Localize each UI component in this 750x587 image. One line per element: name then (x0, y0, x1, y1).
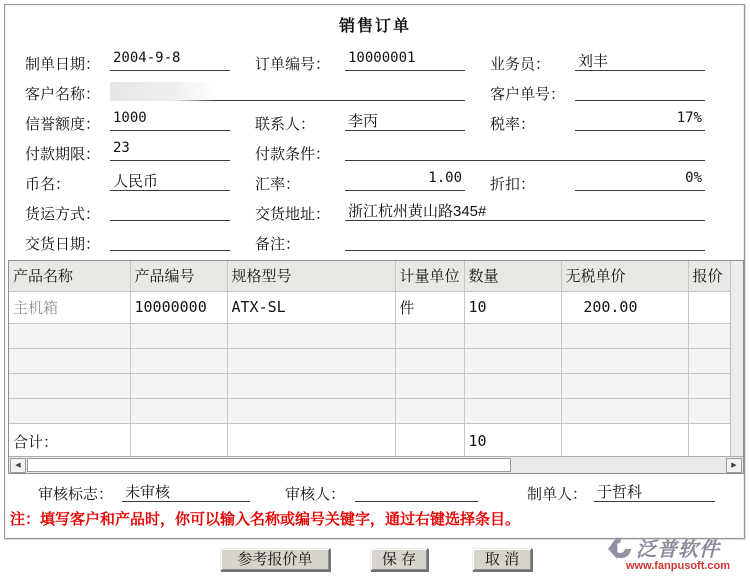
reference-quote-button[interactable]: 参考报价单 (220, 548, 330, 571)
empty-grid-row[interactable] (9, 348, 730, 373)
grid-cell[interactable] (688, 323, 730, 348)
shipping-method-field[interactable] (110, 200, 230, 221)
table-row[interactable] (9, 291, 730, 323)
cancel-button[interactable]: 取 消 (472, 548, 532, 571)
total-cell (130, 423, 227, 459)
grid-cell[interactable] (688, 373, 730, 398)
product-grid (8, 260, 744, 474)
grid-cell-quote[interactable] (688, 291, 730, 323)
audit-flag-label: 审核标志： (38, 486, 114, 503)
total-cell (688, 423, 730, 459)
save-button[interactable]: 保 存 (370, 548, 428, 571)
grid-cell[interactable] (130, 348, 227, 373)
delivery-address-label: 交货地址： (255, 206, 331, 223)
salesman-label: 业务员： (490, 56, 551, 73)
grid-cell[interactable] (395, 398, 464, 423)
make-date-field[interactable]: 2004-9-8 (110, 50, 230, 71)
delivery-date-label: 交货日期： (25, 236, 101, 253)
discount-field[interactable]: 0% (575, 170, 705, 191)
fanpu-logo-icon (608, 536, 634, 560)
col-header-quote: 报价 (688, 261, 730, 291)
grid-cell[interactable] (227, 348, 395, 373)
grid-cell[interactable] (227, 398, 395, 423)
exchange-rate-field[interactable]: 1.00 (345, 170, 465, 191)
grid-cell[interactable] (464, 348, 561, 373)
horizontal-scrollbar[interactable] (9, 456, 743, 473)
col-header-spec-model: 规格型号 (227, 261, 395, 291)
tax-rate-label: 税率： (490, 116, 536, 133)
grid-cell-untaxed-price[interactable]: 200.00 (561, 291, 688, 323)
remark-label: 备注： (255, 236, 301, 253)
grid-cell[interactable] (9, 398, 130, 423)
grid-cell-quantity[interactable]: 10 (464, 291, 561, 323)
delivery-date-field[interactable] (110, 230, 230, 251)
empty-grid-row[interactable] (9, 323, 730, 348)
credit-limit-field[interactable]: 1000 (110, 110, 230, 131)
customer-order-no-field[interactable] (575, 80, 705, 101)
total-row (9, 423, 730, 459)
grid-cell[interactable] (227, 373, 395, 398)
grid-cell[interactable] (561, 348, 688, 373)
grid-cell[interactable] (688, 348, 730, 373)
grid-cell[interactable] (688, 398, 730, 423)
grid-cell[interactable] (464, 323, 561, 348)
maker-label: 制单人： (527, 486, 588, 503)
currency-field[interactable]: 人民币 (110, 170, 230, 191)
total-cell (561, 423, 688, 459)
scroll-left-arrow-icon[interactable]: ◀ (10, 458, 26, 473)
col-header-product-code: 产品编号 (130, 261, 227, 291)
maker-field[interactable]: 于哲科 (594, 481, 715, 502)
grid-cell[interactable] (561, 373, 688, 398)
col-header-unit: 计量单位 (395, 261, 464, 291)
vendor-name: 泛普软件 (636, 539, 720, 561)
auditor-field[interactable] (355, 481, 478, 502)
customer-name-redacted-blur (110, 82, 216, 101)
exchange-rate-label: 汇率： (255, 176, 301, 193)
grid-cell[interactable] (9, 373, 130, 398)
grid-cell[interactable] (561, 323, 688, 348)
currency-label: 币名： (25, 176, 71, 193)
payment-term-label: 付款期限： (25, 146, 101, 163)
total-label: 合计： (9, 423, 130, 459)
grid-cell[interactable] (130, 373, 227, 398)
col-header-quantity: 数量 (464, 261, 561, 291)
remark-field[interactable] (345, 230, 705, 251)
total-cell (227, 423, 395, 459)
col-header-untaxed-price: 无税单价 (561, 261, 688, 291)
tax-rate-field[interactable]: 17% (575, 110, 705, 131)
customer-order-no-label: 客户单号： (490, 86, 566, 103)
grid-cell[interactable] (395, 348, 464, 373)
grid-cell-unit[interactable]: 件 (395, 291, 464, 323)
vendor-watermark (608, 533, 748, 572)
scrollbar-thumb[interactable] (27, 458, 511, 472)
grid-cell[interactable] (130, 323, 227, 348)
shipping-method-label: 货运方式： (25, 206, 101, 223)
grid-cell-product-name[interactable]: 主机箱 (9, 291, 130, 323)
page-title: 销售订单 (338, 18, 411, 35)
grid-cell[interactable] (9, 323, 130, 348)
col-header-product-name: 产品名称 (9, 261, 130, 291)
grid-cell[interactable] (395, 373, 464, 398)
order-no-field[interactable]: 10000001 (345, 50, 465, 71)
audit-flag-field[interactable]: 未审核 (122, 481, 250, 502)
grid-cell[interactable] (9, 348, 130, 373)
salesman-field[interactable]: 刘丰 (575, 50, 705, 71)
credit-limit-label: 信誉额度： (25, 116, 101, 133)
scroll-right-arrow-icon[interactable]: ▶ (726, 458, 742, 473)
empty-grid-row[interactable] (9, 398, 730, 423)
product-table (9, 261, 731, 460)
empty-grid-row[interactable] (9, 373, 730, 398)
auditor-label: 审核人： (285, 486, 346, 503)
customer-name-label: 客户名称： (25, 86, 101, 103)
grid-cell-product-code[interactable]: 10000000 (130, 291, 227, 323)
vendor-url: www.fanpusoft.com (625, 560, 731, 572)
total-cell (395, 423, 464, 459)
total-quantity: 10 (464, 423, 561, 459)
discount-label: 折扣： (490, 176, 536, 193)
order-no-label: 订单编号： (255, 56, 331, 73)
contact-field[interactable]: 李丙 (345, 110, 465, 131)
payment-term-field[interactable]: 23 (110, 140, 230, 161)
payment-condition-field[interactable] (345, 140, 705, 161)
grid-cell[interactable] (561, 398, 688, 423)
make-date-label: 制单日期： (25, 56, 101, 73)
grid-cell[interactable] (227, 323, 395, 348)
vertical-scrollbar[interactable] (730, 261, 743, 456)
grid-cell[interactable] (130, 398, 227, 423)
grid-cell[interactable] (395, 323, 464, 348)
contact-label: 联系人： (255, 116, 316, 133)
grid-header-row (9, 261, 730, 291)
delivery-address-field[interactable]: 浙江杭州黄山路345# (345, 200, 705, 221)
grid-cell[interactable] (464, 373, 561, 398)
grid-cell-spec-model[interactable]: ATX-SL (227, 291, 395, 323)
payment-condition-label: 付款条件： (255, 146, 331, 163)
hint-note: 注：填写客户和产品时，你可以输入名称或编号关键字，通过右键选择条目。 (10, 511, 521, 528)
grid-cell[interactable] (464, 398, 561, 423)
